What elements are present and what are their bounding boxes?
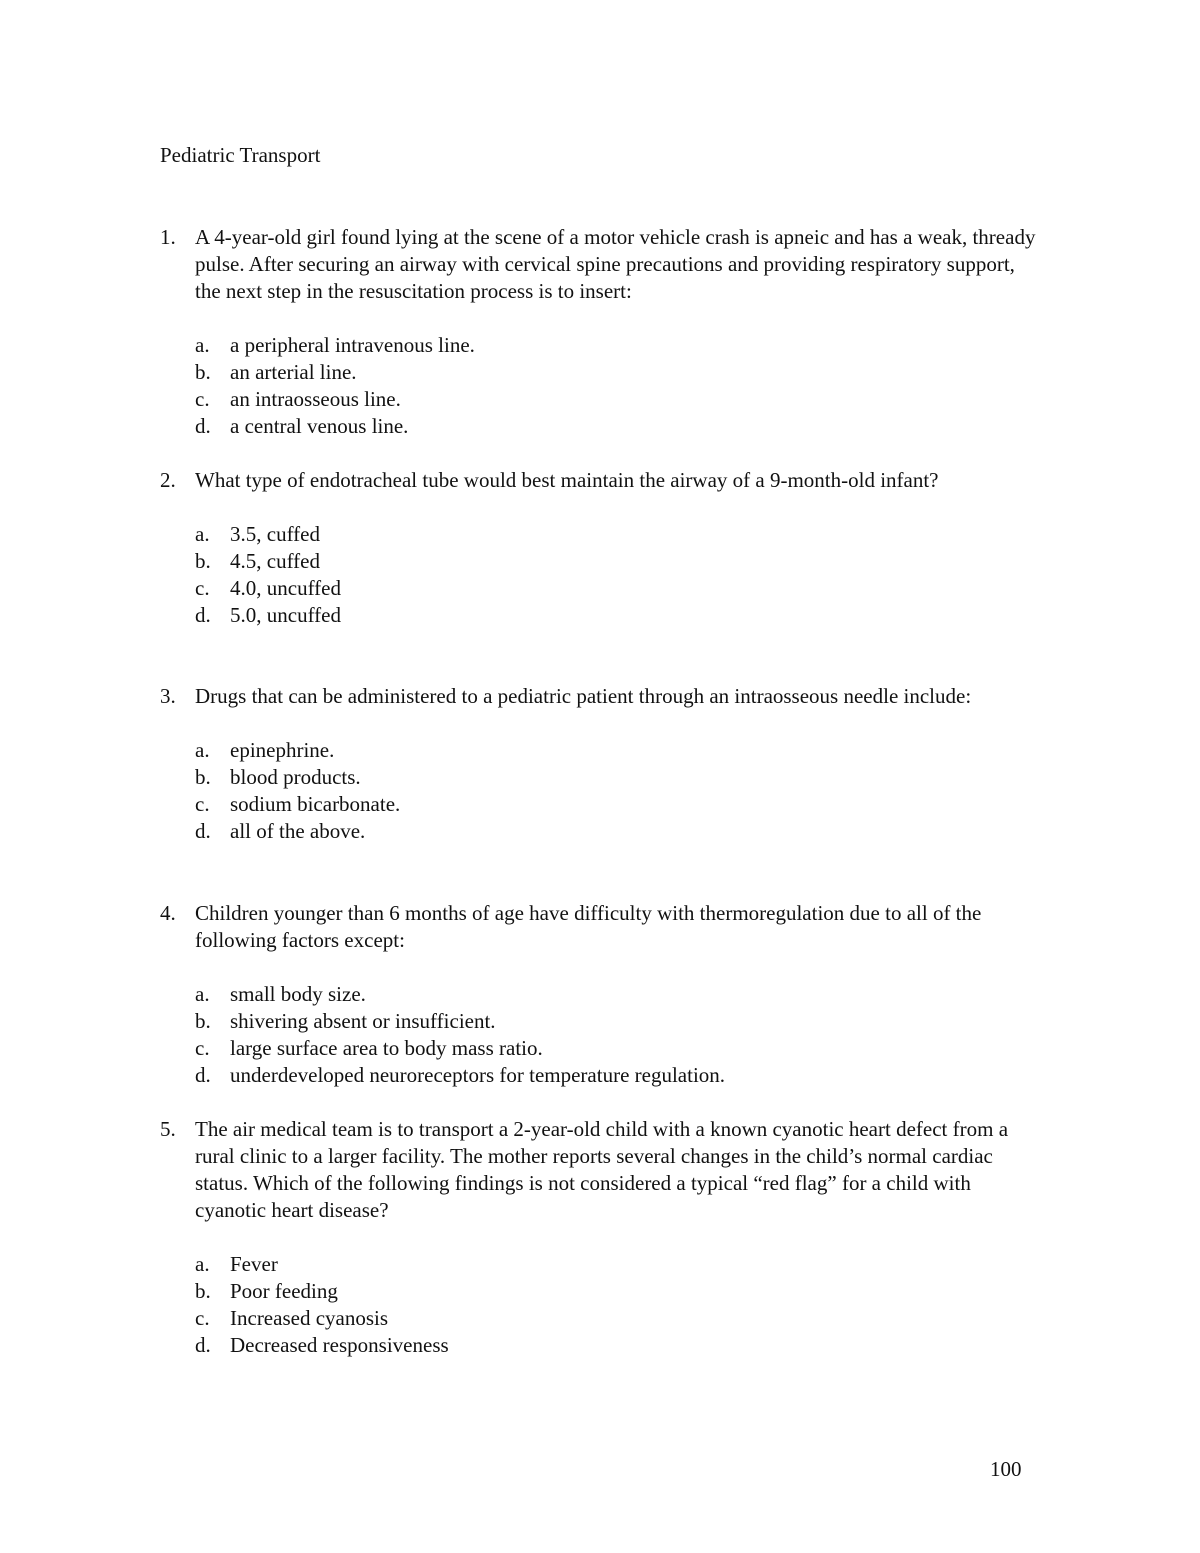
option-letter: b. [195, 1279, 211, 1303]
option-text: large surface area to body mass ratio. [230, 1036, 543, 1060]
option-text: all of the above. [230, 819, 366, 843]
answer-option [160, 1251, 1040, 1278]
question-2 [160, 467, 1040, 629]
question-number: 2. [160, 468, 176, 492]
option-text: a central venous line. [230, 414, 409, 438]
option-letter: c. [195, 1036, 210, 1060]
option-text: 5.0, uncuffed [230, 603, 341, 627]
answer-option [160, 1278, 1040, 1305]
option-text: underdeveloped neuroreceptors for temperature regulation. [230, 1063, 726, 1087]
answer-option [160, 548, 1040, 575]
question-5 [160, 1116, 1040, 1359]
answer-options [160, 521, 1040, 629]
option-text: Decreased responsiveness [230, 1333, 449, 1357]
question-stem [160, 467, 1040, 494]
option-text: 4.0, uncuffed [230, 576, 341, 600]
question-number: 1. [160, 225, 176, 249]
option-text: an arterial line. [230, 360, 357, 384]
option-letter: a. [195, 982, 210, 1006]
option-letter: d. [195, 414, 211, 438]
option-text: epinephrine. [230, 738, 335, 762]
question-4 [160, 900, 1040, 1089]
option-letter: c. [195, 387, 210, 411]
option-text: shivering absent or insufficient. [230, 1009, 496, 1033]
answer-option [160, 818, 1040, 845]
answer-option [160, 332, 1040, 359]
option-letter: b. [195, 765, 211, 789]
option-text: blood products. [230, 765, 361, 789]
answer-option [160, 1305, 1040, 1332]
question-number: 5. [160, 1117, 176, 1141]
option-text: sodium bicarbonate. [230, 792, 401, 816]
option-letter: c. [195, 1306, 210, 1330]
answer-option [160, 1008, 1040, 1035]
page-title: Pediatric Transport [160, 143, 321, 167]
question-stem [160, 900, 1040, 954]
option-text: 3.5, cuffed [230, 522, 320, 546]
option-text: small body size. [230, 982, 366, 1006]
answer-option [160, 1332, 1040, 1359]
question-text: The air medical team is to transport a 2-year-old child with a known cyanotic heart defect from a rural clinic to a larger facility. The mother reports several changes in the child’s normal cardiac status. Which of the following findings is not considered a typical “red flag” for a child with cyanotic heart disease? [195, 1117, 1009, 1222]
question-stem [160, 683, 1040, 710]
option-text: Fever [230, 1252, 278, 1276]
option-letter: a. [195, 738, 210, 762]
option-letter: b. [195, 360, 211, 384]
option-letter: b. [195, 1009, 211, 1033]
option-letter: d. [195, 603, 211, 627]
question-text: Children younger than 6 months of age have difficulty with thermoregulation due to all of the following factors except: [195, 901, 982, 952]
answer-option [160, 1062, 1040, 1089]
option-letter: b. [195, 549, 211, 573]
question-number: 4. [160, 901, 176, 925]
answer-options [160, 1251, 1040, 1359]
answer-option [160, 386, 1040, 413]
answer-option [160, 981, 1040, 1008]
answer-option [160, 791, 1040, 818]
option-text: an intraosseous line. [230, 387, 401, 411]
answer-option [160, 521, 1040, 548]
question-3 [160, 683, 1040, 845]
question-1 [160, 224, 1040, 440]
option-letter: a. [195, 333, 210, 357]
answer-option [160, 413, 1040, 440]
answer-option [160, 737, 1040, 764]
question-text: What type of endotracheal tube would best maintain the airway of a 9-month-old infant? [195, 468, 939, 492]
option-letter: d. [195, 819, 211, 843]
question-text: Drugs that can be administered to a pediatric patient through an intraosseous needle include: [195, 684, 972, 708]
answer-options [160, 737, 1040, 845]
answer-option [160, 1035, 1040, 1062]
option-text: Poor feeding [230, 1279, 338, 1303]
answer-option [160, 359, 1040, 386]
answer-option [160, 575, 1040, 602]
option-letter: d. [195, 1063, 211, 1087]
question-stem [160, 224, 1040, 305]
answer-options [160, 332, 1040, 440]
answer-option [160, 602, 1040, 629]
option-text: 4.5, cuffed [230, 549, 320, 573]
option-text: a peripheral intravenous line. [230, 333, 475, 357]
option-text: Increased cyanosis [230, 1306, 389, 1330]
option-letter: c. [195, 792, 210, 816]
option-letter: c. [195, 576, 210, 600]
option-letter: a. [195, 522, 210, 546]
question-number: 3. [160, 684, 176, 708]
answer-options [160, 981, 1040, 1089]
question-stem [160, 1116, 1040, 1224]
option-letter: d. [195, 1333, 211, 1357]
option-letter: a. [195, 1252, 210, 1276]
page-number: 100 [990, 1457, 1022, 1481]
question-text: A 4-year-old girl found lying at the scene of a motor vehicle crash is apneic and has a weak, thready pulse. After securing an airway with cervical spine precautions and providing respiratory support, the next step in the resuscitation process is to insert: [195, 225, 1036, 303]
answer-option [160, 764, 1040, 791]
